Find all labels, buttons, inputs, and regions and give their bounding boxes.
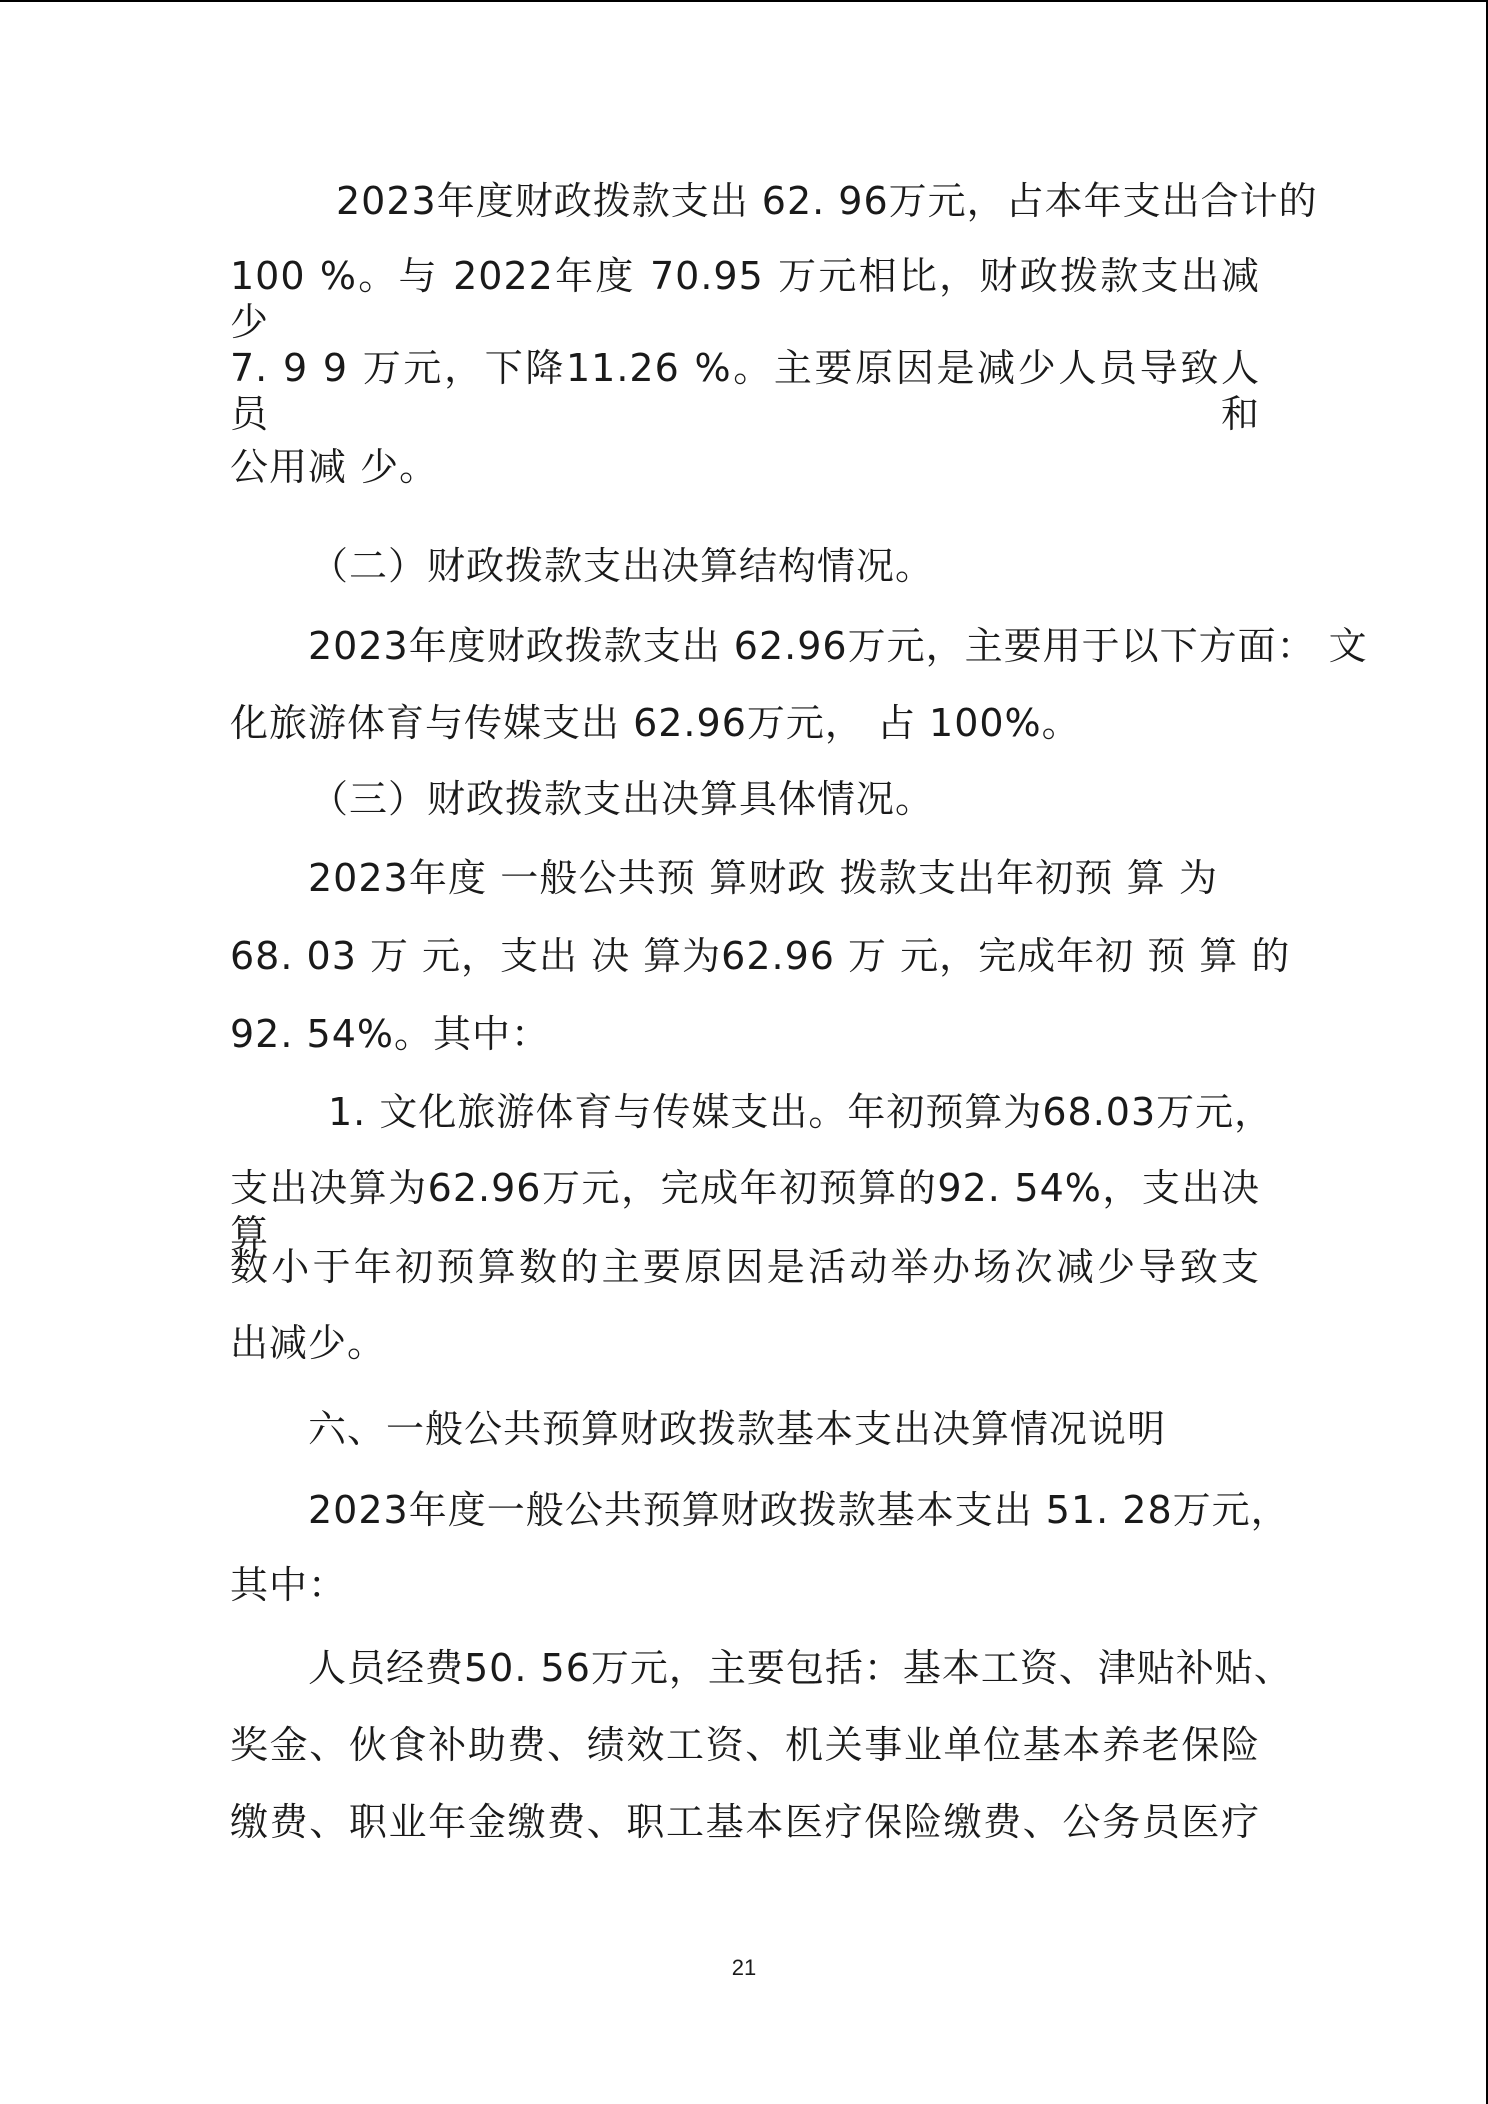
text-line: 缴费、职业年金缴费、职工基本医疗保险缴费、公务员医疗 <box>230 1800 1260 1844</box>
text-line: 人员经费50. 56万元，主要包括：基本工资、津贴补贴、 <box>308 1646 1293 1690</box>
text-line: 2023年度财政拨款支出 62. 96万元，占本年支出合计的 <box>336 179 1318 223</box>
text-line: 化旅游体育与传媒支出 62.96万元， 占 100%。 <box>230 701 1081 745</box>
section-heading: （二）财政拨款支出决算结构情况。 <box>310 544 935 588</box>
text-line: 其中： <box>230 1563 348 1607</box>
text-line: 奖金、伙食补助费、绩效工资、机关事业单位基本养老保险 <box>230 1723 1260 1767</box>
text-line: 数小于年初预算数的主要原因是活动举办场次减少导致支 <box>230 1245 1260 1289</box>
list-item: 1. 文化旅游体育与传媒支出。年初预算为68.03万元， <box>328 1090 1274 1134</box>
text-line: 68. 03 万 元，支出 决 算为62.96 万 元，完成年初 预 算 的 <box>230 934 1291 978</box>
section-heading: 六、一般公共预算财政拨款基本支出决算情况说明 <box>308 1407 1167 1451</box>
text-line: 100 %。与 2022年度 70.95 万元相比，财政拨款支出减少 <box>230 254 1260 344</box>
text-line: 2023年度一般公共预算财政拨款基本支出 51. 28万元， <box>308 1488 1290 1532</box>
text-line: 7. 9 9 万元，下降11.26 %。主要原因是减少人员导致人员和 <box>230 346 1260 436</box>
page-number: 21 <box>731 1955 757 1980</box>
text-line: 2023年度 一般公共预 算财政 拨款支出年初预 算 为 <box>308 856 1218 900</box>
text-line: 2023年度财政拨款支出 62.96万元，主要用于以下方面： 文 <box>308 624 1368 668</box>
page-border-top <box>0 0 1488 2</box>
text-line: 92. 54%。其中： <box>230 1012 550 1056</box>
section-heading: （三）财政拨款支出决算具体情况。 <box>310 777 935 821</box>
text-line: 出减少。 <box>230 1321 387 1365</box>
text-line: 支出决算为62.96万元，完成年初预算的92. 54%，支出决算 <box>230 1166 1260 1256</box>
text-line: 公用减 少。 <box>230 445 439 489</box>
